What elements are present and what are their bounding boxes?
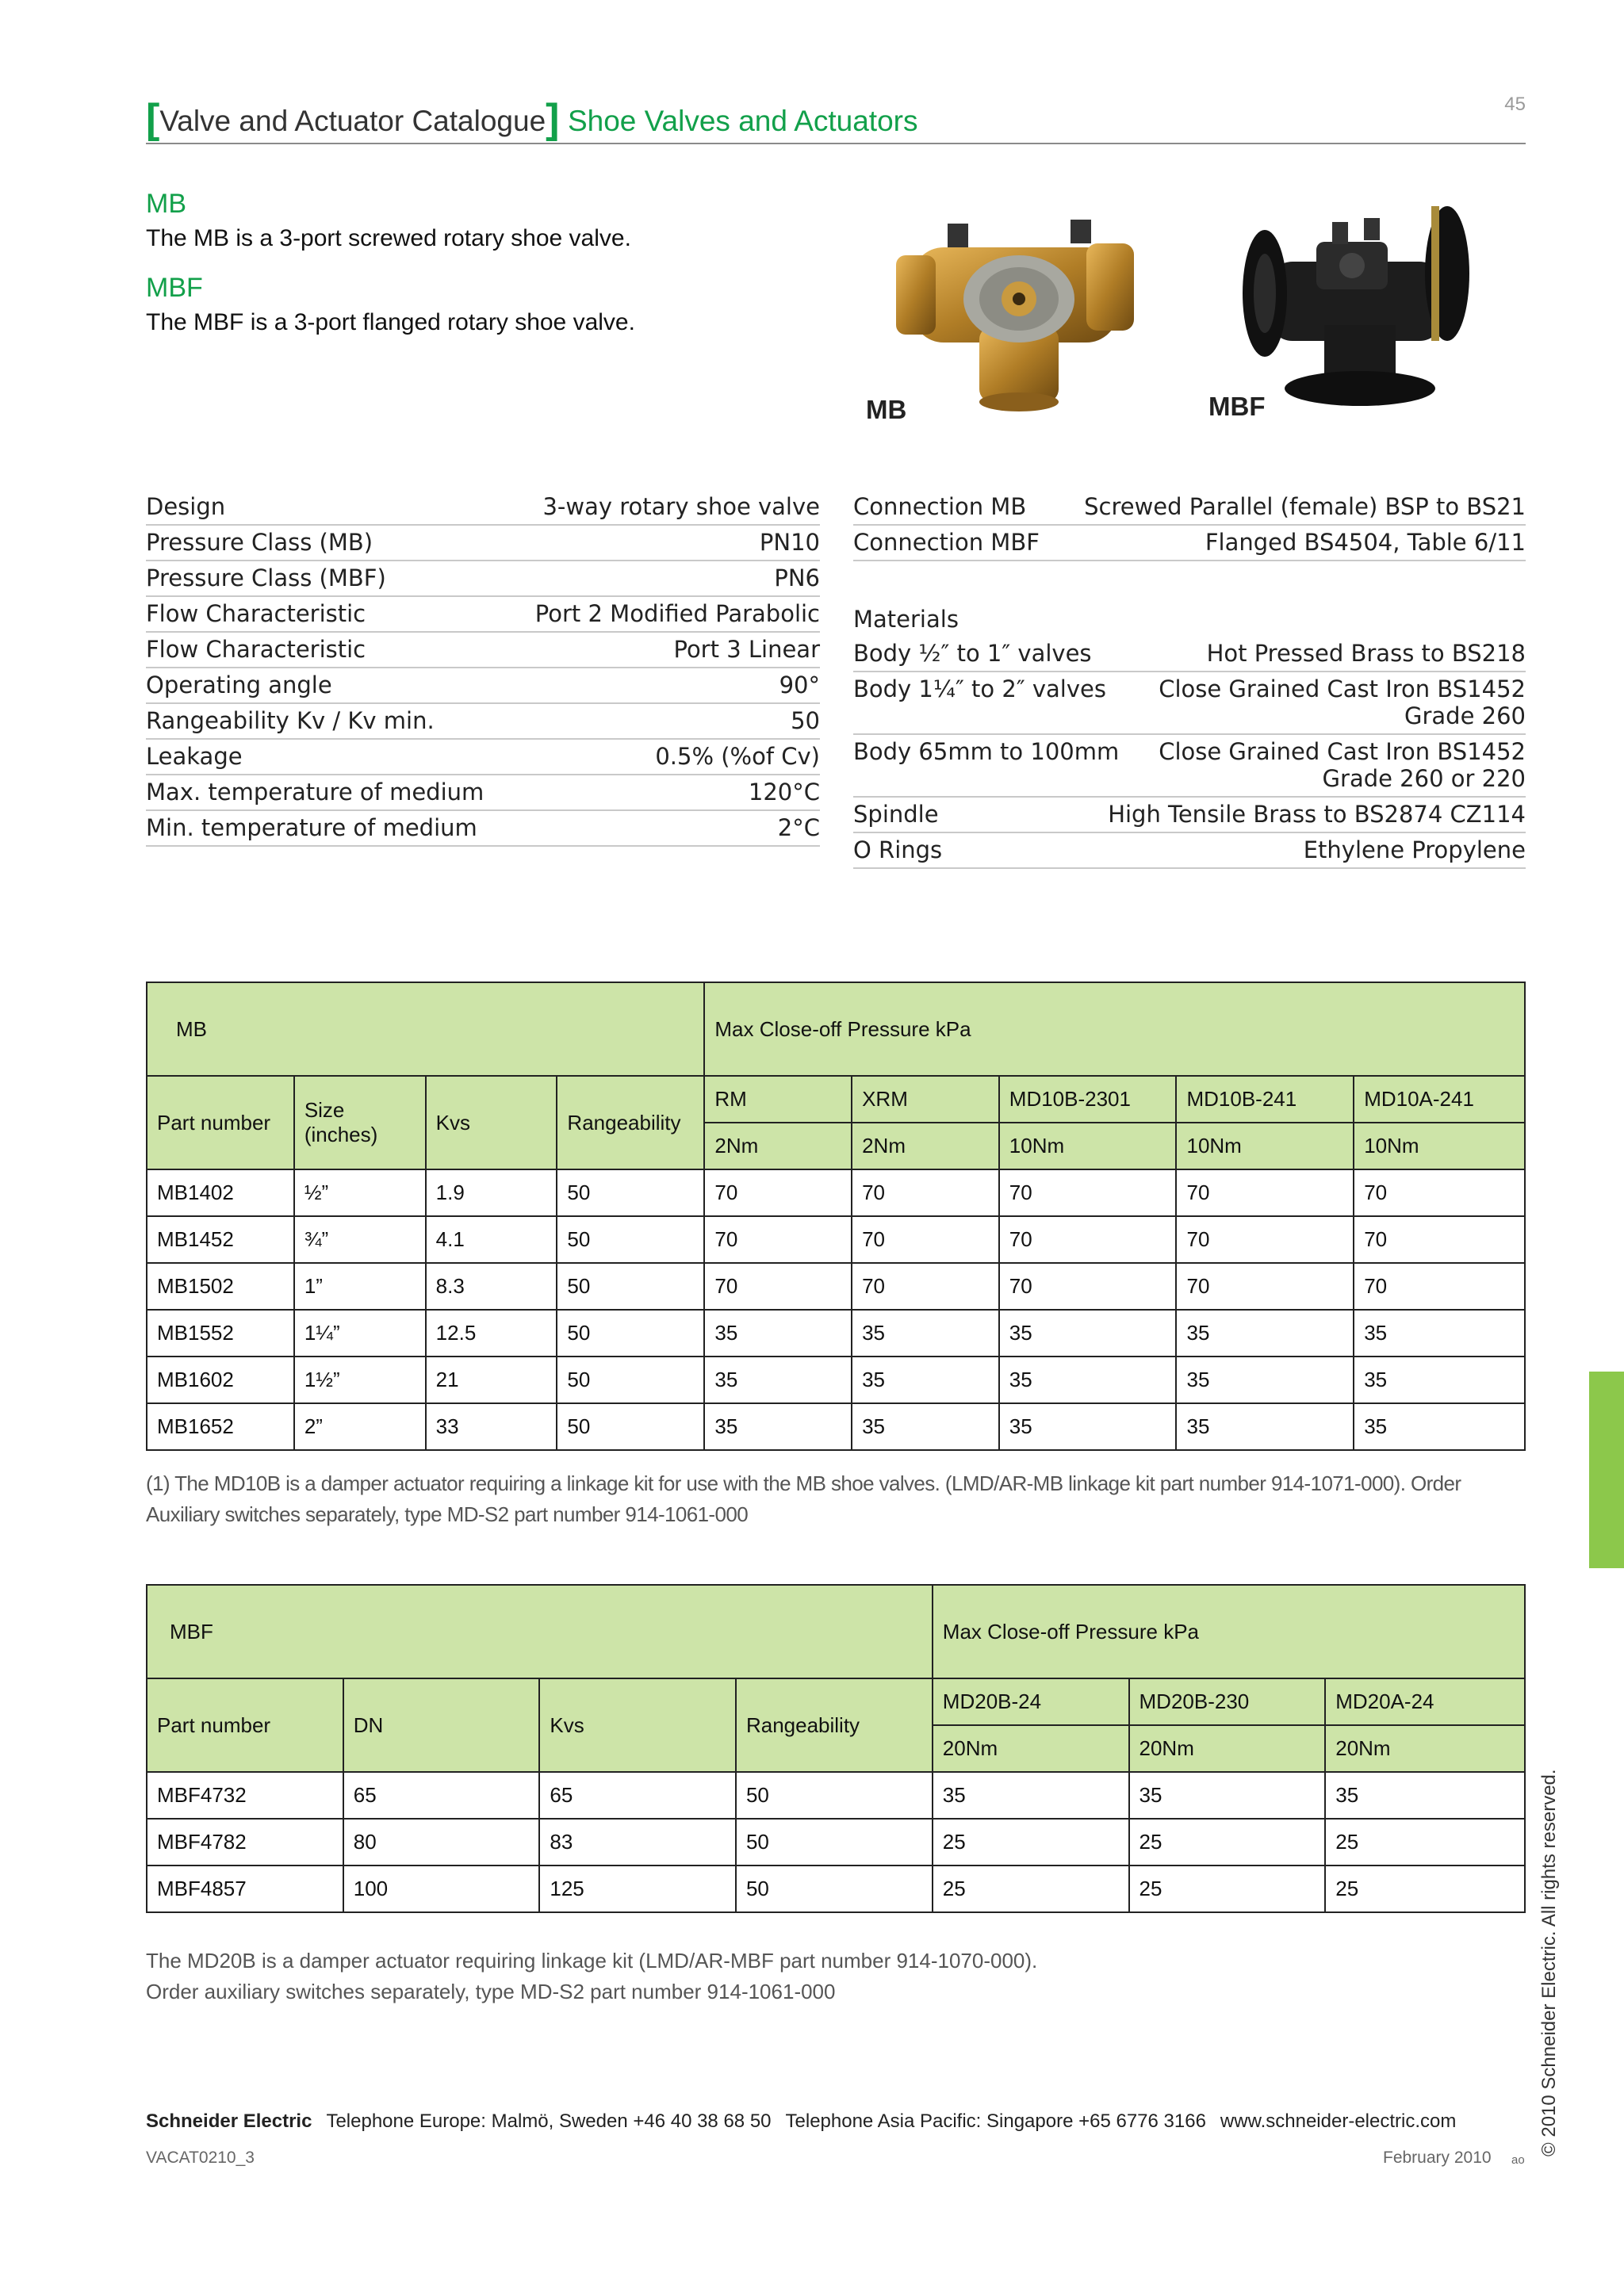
spec-spacer bbox=[853, 561, 1526, 603]
spec-value: Flanged BS4504, Table 6/11 bbox=[1205, 529, 1526, 556]
table-cell: 80 bbox=[343, 1819, 540, 1866]
table-cell: 50 bbox=[736, 1772, 933, 1819]
table-cell: 35 bbox=[999, 1310, 1177, 1357]
spec-value: High Tensile Brass to BS2874 CZ114 bbox=[1108, 801, 1526, 828]
spec-value: Ethylene Propylene bbox=[1303, 836, 1526, 863]
spec-value bbox=[1159, 738, 1526, 792]
spec-row bbox=[853, 526, 1526, 561]
mbf-heading: MBF bbox=[146, 273, 203, 303]
spec-value: 2°C bbox=[777, 814, 820, 841]
table-cell: MBF4732 bbox=[147, 1772, 343, 1819]
note-line: Order auxiliary switches separately, type MD-S2 part number 914-1061-000 bbox=[146, 1980, 836, 2003]
table-cell: MB1502 bbox=[147, 1263, 294, 1310]
table-cell: ¾” bbox=[294, 1216, 426, 1263]
table-cell: 70 bbox=[999, 1263, 1177, 1310]
torque-header: 20Nm bbox=[933, 1725, 1129, 1772]
table-cell: MBF4857 bbox=[147, 1866, 343, 1912]
table-cell: 70 bbox=[852, 1216, 999, 1263]
table-cell: 1¼” bbox=[294, 1310, 426, 1357]
table-cell: 35 bbox=[1354, 1357, 1525, 1403]
header-bracket-close: ] bbox=[546, 96, 560, 142]
table-cell: 35 bbox=[933, 1772, 1129, 1819]
brand-name: Schneider Electric bbox=[146, 2110, 312, 2132]
spec-row bbox=[146, 704, 820, 740]
table-row bbox=[147, 1819, 1525, 1866]
table-cell: 65 bbox=[343, 1772, 540, 1819]
table-cell: 50 bbox=[557, 1357, 704, 1403]
spec-row bbox=[146, 633, 820, 668]
mb-image-label: MB bbox=[866, 395, 907, 424]
note-line: (1) The MD10B is a damper actuator requiring a linkage kit for use with the MB shoe valves. (LMD/AR-MB linkage kit part number 914-1071-000). Order bbox=[146, 1471, 1461, 1495]
table-cell: 35 bbox=[999, 1403, 1177, 1450]
spec-list-left bbox=[146, 490, 820, 847]
spec-label: Min. temperature of medium bbox=[146, 814, 477, 841]
table-cell: 35 bbox=[704, 1310, 852, 1357]
spec-label: Spindle bbox=[853, 801, 939, 828]
table-title: MBF bbox=[147, 1585, 933, 1678]
spec-value: PN10 bbox=[759, 529, 820, 556]
torque-header: 20Nm bbox=[1325, 1725, 1525, 1772]
torque-header: 10Nm bbox=[1176, 1123, 1354, 1169]
note-line: Auxiliary switches separately, type MD-S2 part number 914-1061-000 bbox=[146, 1502, 749, 1526]
spec-label: Design bbox=[146, 493, 226, 520]
actuator-header: MD10B-2301 bbox=[999, 1076, 1177, 1123]
actuator-header: XRM bbox=[852, 1076, 999, 1123]
spec-value bbox=[1159, 675, 1526, 729]
catalogue-title: Valve and Actuator Catalogue bbox=[159, 105, 546, 137]
table-cell: 70 bbox=[704, 1169, 852, 1216]
spec-label: Leakage bbox=[146, 743, 243, 770]
table-cell: 1½” bbox=[294, 1357, 426, 1403]
phone-asia: Telephone Asia Pacific: Singapore +65 6776 3166 bbox=[785, 2110, 1206, 2132]
mb-valve-image bbox=[888, 208, 1150, 414]
table-cell: MB1402 bbox=[147, 1169, 294, 1216]
page-header bbox=[146, 94, 1526, 144]
table-row bbox=[147, 1216, 1525, 1263]
table-cell: 125 bbox=[539, 1866, 736, 1912]
spec-value: Port 2 Modified Parabolic bbox=[534, 600, 820, 627]
spec-value: Hot Pressed Brass to BS218 bbox=[1206, 640, 1526, 667]
actuator-header: MD10B-241 bbox=[1176, 1076, 1354, 1123]
table-group-header: Max Close-off Pressure kPa bbox=[933, 1585, 1525, 1678]
table-cell: 50 bbox=[557, 1310, 704, 1357]
spec-label: Body ½″ to 1″ valves bbox=[853, 640, 1092, 667]
spec-value: 120°C bbox=[748, 779, 820, 806]
mb-pressure-table bbox=[146, 982, 1526, 1451]
table-cell: 1” bbox=[294, 1263, 426, 1310]
spec-value-line: Grade 260 or 220 bbox=[1322, 765, 1526, 792]
torque-header: 2Nm bbox=[852, 1123, 999, 1169]
table-cell: 25 bbox=[933, 1866, 1129, 1912]
torque-header: 2Nm bbox=[704, 1123, 852, 1169]
column-header: Size (inches) bbox=[294, 1076, 426, 1169]
section-side-tab bbox=[1589, 1372, 1624, 1568]
spec-row bbox=[146, 561, 820, 597]
table-cell: 65 bbox=[539, 1772, 736, 1819]
table-cell: 70 bbox=[704, 1263, 852, 1310]
table-cell: 50 bbox=[557, 1403, 704, 1450]
table-cell: 50 bbox=[736, 1866, 933, 1912]
table-cell: MB1652 bbox=[147, 1403, 294, 1450]
table-cell: MBF4782 bbox=[147, 1819, 343, 1866]
spec-value-line: Close Grained Cast Iron BS1452 bbox=[1159, 738, 1526, 765]
spec-row bbox=[146, 526, 820, 561]
table-cell: 70 bbox=[1354, 1216, 1525, 1263]
table-cell: MB1602 bbox=[147, 1357, 294, 1403]
actuator-header: MD20B-24 bbox=[933, 1678, 1129, 1725]
table-cell: 50 bbox=[736, 1819, 933, 1866]
spec-row bbox=[853, 735, 1526, 798]
spec-label: O Rings bbox=[853, 836, 943, 863]
table-cell: 70 bbox=[1354, 1263, 1525, 1310]
mbf-image-label: MBF bbox=[1208, 392, 1266, 421]
document-code: VACAT0210_3 bbox=[146, 2149, 255, 2167]
spec-row bbox=[146, 490, 820, 526]
table-cell: 70 bbox=[999, 1216, 1177, 1263]
spec-value: PN6 bbox=[774, 564, 820, 591]
actuator-header: MD20A-24 bbox=[1325, 1678, 1525, 1725]
spec-value-line: Close Grained Cast Iron BS1452 bbox=[1159, 675, 1526, 702]
website-link[interactable]: www.schneider-electric.com bbox=[1220, 2110, 1457, 2132]
spec-label: Pressure Class (MB) bbox=[146, 529, 373, 556]
mb-heading: MB bbox=[146, 189, 186, 219]
mb-table-note bbox=[146, 1468, 1542, 1530]
table-cell: 70 bbox=[1176, 1169, 1354, 1216]
torque-header: 10Nm bbox=[999, 1123, 1177, 1169]
note-line: The MD20B is a damper actuator requiring linkage kit (LMD/AR-MBF part number 914-1070-000). bbox=[146, 1949, 1038, 1973]
table-cell: 70 bbox=[704, 1216, 852, 1263]
table-cell: 35 bbox=[1354, 1403, 1525, 1450]
mbf-table-note bbox=[146, 1946, 1415, 2007]
spec-row bbox=[853, 637, 1526, 672]
table-cell: 4.1 bbox=[426, 1216, 557, 1263]
table-cell: 83 bbox=[539, 1819, 736, 1866]
table-cell: 25 bbox=[1325, 1866, 1525, 1912]
document-mark: ao bbox=[1511, 2153, 1525, 2167]
table-row bbox=[147, 1263, 1525, 1310]
table-cell: 35 bbox=[1176, 1310, 1354, 1357]
column-header: Part number bbox=[147, 1076, 294, 1169]
table-cell: 12.5 bbox=[426, 1310, 557, 1357]
spec-list-right bbox=[853, 490, 1526, 869]
spec-value: Screwed Parallel (female) BSP to BS21 bbox=[1084, 493, 1526, 520]
table-cell: 1.9 bbox=[426, 1169, 557, 1216]
table-cell: 35 bbox=[852, 1403, 999, 1450]
copyright-notice: © 2010 Schneider Electric. All rights reserved. bbox=[1538, 1769, 1560, 2156]
table-cell: 35 bbox=[999, 1357, 1177, 1403]
actuator-header: MD10A-241 bbox=[1354, 1076, 1525, 1123]
table-cell: 35 bbox=[852, 1357, 999, 1403]
table-cell: 70 bbox=[1176, 1263, 1354, 1310]
table-row bbox=[147, 1403, 1525, 1450]
spec-row bbox=[146, 775, 820, 811]
table-cell: 35 bbox=[1325, 1772, 1525, 1819]
table-cell: 70 bbox=[1354, 1169, 1525, 1216]
table-cell: 25 bbox=[933, 1819, 1129, 1866]
table-cell: 35 bbox=[1354, 1310, 1525, 1357]
actuator-header: MD20B-230 bbox=[1129, 1678, 1326, 1725]
footer-contact bbox=[146, 2110, 1456, 2133]
table-row bbox=[147, 1169, 1525, 1216]
spec-label: Body 1¼″ to 2″ valves bbox=[853, 675, 1106, 702]
spec-value: 0.5% (%of Cv) bbox=[655, 743, 820, 770]
spec-row bbox=[853, 672, 1526, 735]
table-cell: MB1452 bbox=[147, 1216, 294, 1263]
column-header: Rangeability bbox=[736, 1678, 933, 1772]
table-cell: 35 bbox=[1129, 1772, 1326, 1819]
spec-value: 90° bbox=[779, 672, 820, 698]
column-header: Kvs bbox=[539, 1678, 736, 1772]
section-title: Shoe Valves and Actuators bbox=[567, 105, 918, 137]
spec-row bbox=[146, 811, 820, 847]
spec-row bbox=[853, 798, 1526, 833]
table-cell: 35 bbox=[1176, 1357, 1354, 1403]
spec-value: Port 3 Linear bbox=[673, 636, 820, 663]
table-row bbox=[147, 1357, 1525, 1403]
table-cell: 50 bbox=[557, 1216, 704, 1263]
column-header: Part number bbox=[147, 1678, 343, 1772]
table-cell: 8.3 bbox=[426, 1263, 557, 1310]
table-cell: 50 bbox=[557, 1169, 704, 1216]
table-cell: ½” bbox=[294, 1169, 426, 1216]
mbf-valve-image bbox=[1237, 198, 1475, 412]
spec-row bbox=[853, 833, 1526, 869]
table-title: MB bbox=[147, 982, 704, 1076]
table-cell: 2” bbox=[294, 1403, 426, 1450]
table-cell: 25 bbox=[1325, 1819, 1525, 1866]
spec-label: Pressure Class (MBF) bbox=[146, 564, 386, 591]
table-group-header: Max Close-off Pressure kPa bbox=[704, 982, 1525, 1076]
table-row bbox=[147, 1866, 1525, 1912]
spec-label: Flow Characteristic bbox=[146, 636, 366, 663]
materials-heading-row bbox=[853, 603, 1526, 637]
spec-label: Rangeability Kv / Kv min. bbox=[146, 707, 435, 734]
column-header: Rangeability bbox=[557, 1076, 704, 1169]
spec-label: Max. temperature of medium bbox=[146, 779, 485, 806]
table-cell: 50 bbox=[557, 1263, 704, 1310]
table-cell: 70 bbox=[999, 1169, 1177, 1216]
materials-heading: Materials bbox=[853, 606, 959, 633]
spec-label: Operating angle bbox=[146, 672, 332, 698]
torque-header: 10Nm bbox=[1354, 1123, 1525, 1169]
phone-europe: Telephone Europe: Malmö, Sweden +46 40 38 68 50 bbox=[326, 2110, 772, 2132]
table-cell: 35 bbox=[1176, 1403, 1354, 1450]
table-cell: 35 bbox=[704, 1357, 852, 1403]
actuator-header: RM bbox=[704, 1076, 852, 1123]
spec-row bbox=[146, 668, 820, 704]
mbf-description: The MBF is a 3-port flanged rotary shoe valve. bbox=[146, 309, 635, 335]
table-cell: 33 bbox=[426, 1403, 557, 1450]
table-cell: 25 bbox=[1129, 1819, 1326, 1866]
table-cell: 25 bbox=[1129, 1866, 1326, 1912]
spec-label: Flow Characteristic bbox=[146, 600, 366, 627]
mb-description: The MB is a 3-port screwed rotary shoe valve. bbox=[146, 225, 631, 251]
column-header: DN bbox=[343, 1678, 540, 1772]
spec-label: Connection MB bbox=[853, 493, 1027, 520]
spec-label: Connection MBF bbox=[853, 529, 1040, 556]
torque-header: 20Nm bbox=[1129, 1725, 1326, 1772]
table-cell: MB1552 bbox=[147, 1310, 294, 1357]
spec-value-line: Grade 260 bbox=[1404, 702, 1526, 729]
table-cell: 21 bbox=[426, 1357, 557, 1403]
mbf-pressure-table bbox=[146, 1584, 1526, 1913]
table-cell: 70 bbox=[852, 1263, 999, 1310]
document-date: February 2010 bbox=[1383, 2149, 1492, 2167]
header-bracket-open: [ bbox=[146, 96, 160, 142]
table-cell: 35 bbox=[852, 1310, 999, 1357]
table-cell: 35 bbox=[704, 1403, 852, 1450]
spec-label: Body 65mm to 100mm bbox=[853, 738, 1120, 765]
spec-row bbox=[146, 597, 820, 633]
table-cell: 70 bbox=[1176, 1216, 1354, 1263]
table-cell: 70 bbox=[852, 1169, 999, 1216]
spec-row bbox=[853, 490, 1526, 526]
spec-value: 50 bbox=[791, 707, 820, 734]
page-number: 45 bbox=[1504, 94, 1526, 115]
column-header: Kvs bbox=[426, 1076, 557, 1169]
table-row bbox=[147, 1310, 1525, 1357]
spec-row bbox=[146, 740, 820, 775]
spec-value: 3-way rotary shoe valve bbox=[542, 493, 820, 520]
table-cell: 100 bbox=[343, 1866, 540, 1912]
table-row bbox=[147, 1772, 1525, 1819]
